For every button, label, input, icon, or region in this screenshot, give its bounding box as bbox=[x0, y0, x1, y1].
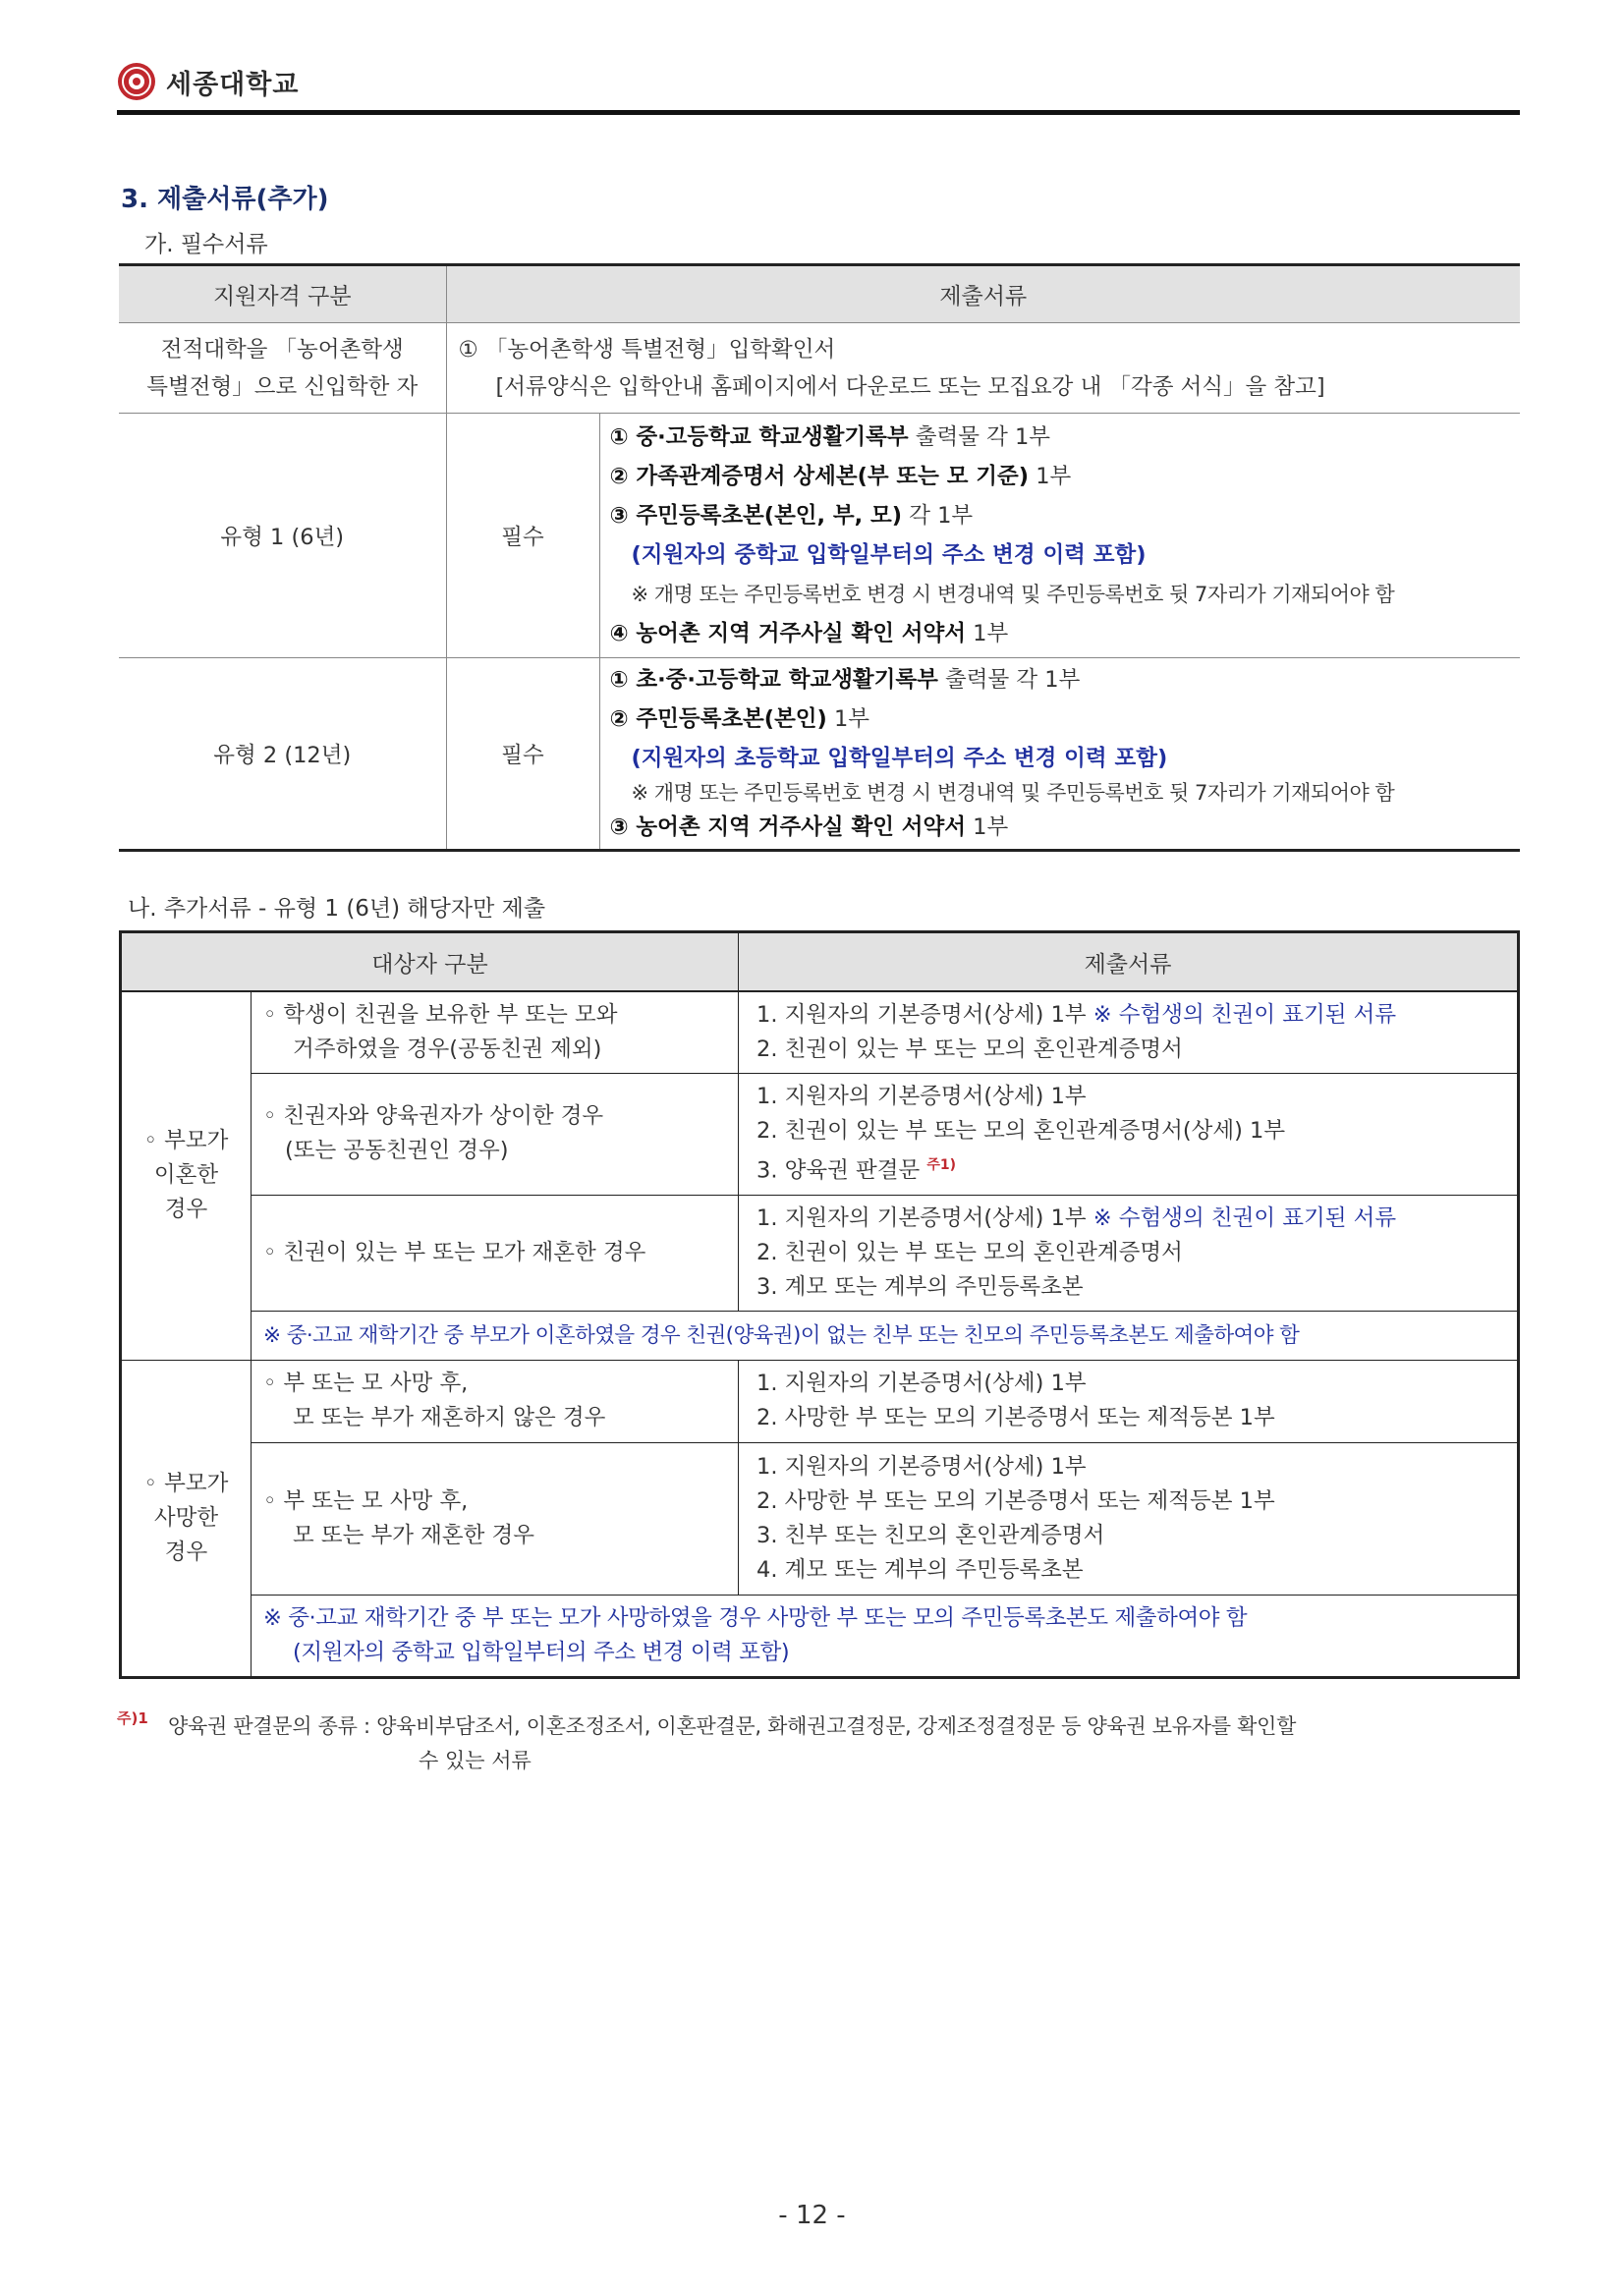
group-label-line: ◦ 부모가 bbox=[143, 1128, 229, 1154]
table-row bbox=[121, 1074, 1519, 1196]
document-line: 1. 지원자의 기본증명서(상세) 1부 ※ 수험생의 친권이 표기된 서류 bbox=[756, 1002, 1397, 1028]
condition-line: ◦ 학생이 친권을 보유한 부 또는 모와 bbox=[263, 1002, 618, 1028]
subsection-a-title: 가. 필수서류 bbox=[144, 232, 268, 257]
required-documents-table bbox=[119, 263, 1520, 852]
document-line: 1. 지원자의 기본증명서(상세) 1부 bbox=[756, 1453, 1087, 1480]
document-line: 2. 사망한 부 또는 모의 기본증명서 또는 제적등본 1부 bbox=[756, 1487, 1275, 1514]
required-cell: 필수 bbox=[446, 658, 599, 851]
table-row bbox=[121, 1311, 1519, 1360]
documents-cell bbox=[739, 1195, 1519, 1311]
header-divider bbox=[117, 110, 1520, 115]
condition-line: ◦ 부 또는 모 사망 후, bbox=[263, 1487, 469, 1514]
condition-line: ◦ 부 또는 모 사망 후, bbox=[263, 1371, 469, 1396]
document-line: 1. 지원자의 기본증명서(상세) 1부 bbox=[756, 1371, 1087, 1396]
documents-cell bbox=[599, 658, 1520, 851]
condition-line: 모 또는 부가 재혼하지 않은 경우 bbox=[293, 1405, 606, 1430]
document-note: ※ 개명 또는 주민등록번호 변경 시 변경내역 및 주민등록번호 뒷 7자리가 기재되어야 함 bbox=[631, 583, 1395, 606]
condition-line: 거주하였을 경우(공동친권 제외) bbox=[293, 1036, 602, 1062]
header-target: 대상자 구분 bbox=[121, 932, 739, 992]
table-row bbox=[121, 1595, 1519, 1677]
document-line: ④ 농어촌 지역 거주사실 확인 서약서 1부 bbox=[609, 621, 1009, 646]
document-line: 2. 친권이 있는 부 또는 모의 혼인관계증명서 bbox=[756, 1239, 1183, 1265]
header-qualification: 지원자격 구분 bbox=[119, 265, 446, 323]
table-row bbox=[121, 1360, 1519, 1442]
type-cell: 유형 2 (12년) bbox=[119, 658, 446, 851]
qualification-line: 전적대학을 「농어촌학생 bbox=[160, 336, 404, 363]
documents-cell bbox=[739, 1442, 1519, 1595]
documents-cell bbox=[739, 991, 1519, 1074]
university-seal-icon bbox=[117, 62, 156, 101]
document-emphasis-line: (지원자의 중학교 입학일부터의 주소 변경 이력 포함) bbox=[631, 542, 1147, 568]
header-documents: 제출서류 bbox=[446, 265, 1520, 323]
divorce-note: ※ 중·고교 재학기간 중 부모가 이혼하였을 경우 친권(양육권)이 없는 친부 또는 친모의 주민등록초본도 제출하여야 함 bbox=[252, 1311, 1519, 1360]
group-label-line: 경우 bbox=[164, 1197, 208, 1223]
group-label-line: ◦ 부모가 bbox=[143, 1470, 229, 1496]
condition-line: 모 또는 부가 재혼한 경우 bbox=[293, 1522, 534, 1548]
table-row bbox=[121, 991, 1519, 1074]
document-line: 2. 친권이 있는 부 또는 모의 혼인관계증명서 bbox=[756, 1036, 1183, 1062]
footnote-mark: 주)1 bbox=[117, 1709, 148, 1727]
page-number: - 12 - bbox=[778, 2201, 846, 2230]
document-line: 4. 계모 또는 계부의 주민등록초본 bbox=[756, 1556, 1084, 1583]
document-line: [서류양식은 입학안내 홈페이지에서 다운로드 또는 모집요강 내 「각종 서식」을 참고] bbox=[495, 373, 1325, 400]
condition-cell bbox=[252, 991, 739, 1074]
death-group-label bbox=[121, 1360, 252, 1677]
document-note: ※ 개명 또는 주민등록번호 변경 시 변경내역 및 주민등록번호 뒷 7자리가 기재되어야 함 bbox=[631, 781, 1395, 805]
table-row bbox=[119, 414, 1520, 658]
qualification-cell bbox=[119, 323, 446, 414]
page-header bbox=[117, 57, 299, 106]
subsection-b-title: 나. 추가서류 - 유형 1 (6년) 해당자만 제출 bbox=[128, 896, 546, 922]
condition-cell bbox=[252, 1074, 739, 1196]
group-label-line: 이혼한 bbox=[153, 1162, 219, 1189]
table-header-row bbox=[119, 265, 1520, 323]
table-row bbox=[121, 1195, 1519, 1311]
footnote-line: 양육권 판결문의 종류 : 양육비부담조서, 이혼조정조서, 이혼판결문, 화해권고결정문, 강제조정결정문 등 양육권 보유자를 확인할 bbox=[168, 1714, 1297, 1738]
documents-cell bbox=[599, 414, 1520, 658]
qualification-line: 특별전형」으로 신입학한 자 bbox=[146, 373, 419, 400]
required-cell: 필수 bbox=[446, 414, 599, 658]
condition-cell bbox=[252, 1442, 739, 1595]
document-line: ① 초·중·고등학교 학교생활기록부 출력물 각 1부 bbox=[609, 667, 1081, 693]
document-line: 1. 지원자의 기본증명서(상세) 1부 bbox=[756, 1084, 1087, 1109]
condition-line: ◦ 친권자와 양육권자가 상이한 경우 bbox=[263, 1103, 604, 1130]
condition-line: (또는 공동친권인 경우) bbox=[285, 1138, 509, 1164]
university-name: 세종대학교 bbox=[166, 69, 300, 100]
document-line: 3. 계모 또는 계부의 주민등록초본 bbox=[756, 1273, 1084, 1300]
document-line: ③ 주민등록초본(본인, 부, 모) 각 1부 bbox=[609, 503, 974, 529]
table-row bbox=[119, 323, 1520, 414]
documents-cell bbox=[739, 1074, 1519, 1196]
document-line: 3. 양육권 판결문 $^{주1)}$ bbox=[756, 1157, 957, 1184]
footnote-ref: 주1) bbox=[926, 1157, 957, 1173]
group-label-line: 사망한 bbox=[153, 1504, 219, 1531]
document-line: ② 주민등록초본(본인) 1부 bbox=[609, 706, 870, 732]
table-row bbox=[121, 1442, 1519, 1595]
note-line: ※ 중·고교 재학기간 중 부 또는 모가 사망하였을 경우 사망한 부 또는 모의 주민등록초본도 제출하여야 함 bbox=[263, 1604, 1248, 1631]
additional-documents-table bbox=[119, 930, 1520, 1679]
note-line: (지원자의 중학교 입학일부터의 주소 변경 이력 포함) bbox=[293, 1639, 790, 1665]
footnote-line: 수 있는 서류 bbox=[419, 1749, 532, 1772]
table-row bbox=[119, 658, 1520, 851]
table-header-row bbox=[121, 932, 1519, 992]
document-line: 1. 지원자의 기본증명서(상세) 1부 ※ 수험생의 친권이 표기된 서류 bbox=[756, 1204, 1397, 1231]
document-line: 2. 친권이 있는 부 또는 모의 혼인관계증명서(상세) 1부 bbox=[756, 1118, 1286, 1144]
document-line: ① 중·고등학교 학교생활기록부 출력물 각 1부 bbox=[609, 424, 1051, 450]
condition-cell bbox=[252, 1360, 739, 1442]
type-cell: 유형 1 (6년) bbox=[119, 414, 446, 658]
death-note bbox=[252, 1595, 1519, 1677]
document-line: 3. 친부 또는 친모의 혼인관계증명서 bbox=[756, 1522, 1105, 1548]
group-label-line: 경우 bbox=[164, 1539, 208, 1565]
documents-cell bbox=[446, 323, 1520, 414]
footnote-body bbox=[168, 1709, 1296, 1778]
document-line: ① 「농어촌학생 특별전형」입학확인서 bbox=[458, 336, 836, 363]
document-line: 2. 사망한 부 또는 모의 기본증명서 또는 제적등본 1부 bbox=[756, 1405, 1275, 1430]
divorce-group-label bbox=[121, 991, 252, 1360]
document-line: ② 가족관계증명서 상세본(부 또는 모 기준) 1부 bbox=[609, 464, 1072, 489]
document-line: ③ 농어촌 지역 거주사실 확인 서약서 1부 bbox=[609, 814, 1009, 840]
documents-cell bbox=[739, 1360, 1519, 1442]
condition-cell: ◦ 친권이 있는 부 또는 모가 재혼한 경우 bbox=[252, 1195, 739, 1311]
section-title: 3. 제출서류(추가) bbox=[121, 185, 329, 214]
document-emphasis-line: (지원자의 초등학교 입학일부터의 주소 변경 이력 포함) bbox=[631, 746, 1168, 771]
header-documents: 제출서류 bbox=[739, 932, 1519, 992]
